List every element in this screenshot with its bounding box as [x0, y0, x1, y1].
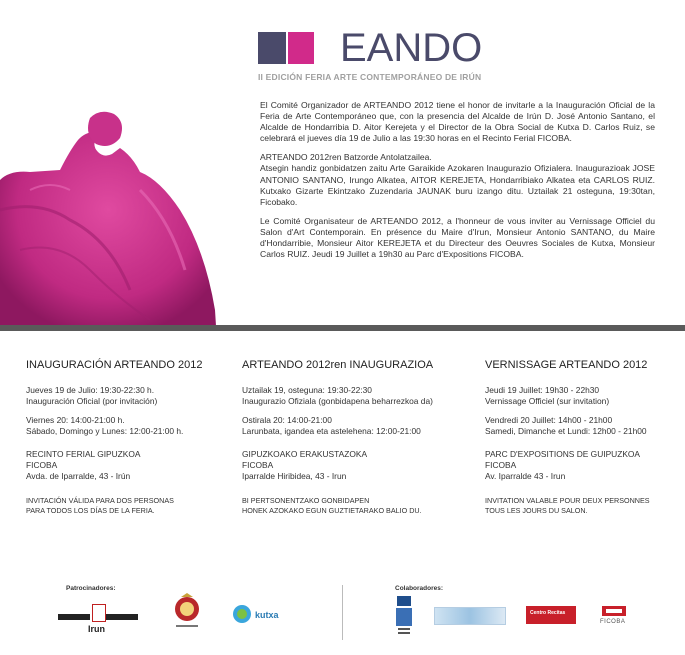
menina-sculpture-image — [0, 110, 220, 326]
hours-line: Vendredi 20 Juillet: 14h00 - 21h00 — [485, 415, 613, 425]
centro-text: Centro Recitas — [530, 610, 566, 616]
intro-spanish: El Comité Organizador de ARTEANDO 2012 tiene el honor de invitarle a la Inauguración Oficial de la Feria de Arte Contemporáneo que, con la presencia del Alcalde de Irún D. José Antonio Santano, el Alcalde de Hondarribia D. Aitor Kerejeta y el Director de la Obra Social de Kutxa D. Carlos Ruiz, se celebrará el jueves día 19 de Julio a las 19:30 horas en el Recinto Ferial FICOBA. — [260, 100, 655, 144]
schedule-line: Vernissage Officiel (sur invitation) — [485, 396, 610, 406]
collaborator-banner-logo — [434, 607, 506, 625]
schedule-block — [242, 385, 457, 407]
intro-text — [260, 100, 655, 268]
logo-ando-text: EANDO — [340, 26, 483, 70]
schedule-block — [26, 385, 241, 407]
schedule-line: Uztailak 19, osteguna: 19:30-22:30 — [242, 385, 372, 395]
venue-line: GIPUZKOAKO ERAKUSTAZOKA — [242, 449, 368, 459]
patrocinadores-label: Patrocinadores: — [66, 585, 116, 592]
schedule-block — [485, 385, 685, 407]
invitation-note — [485, 496, 685, 516]
hours-line: Samedi, Dimanche et Lundi: 12h00 - 21h00 — [485, 426, 647, 436]
invitation-note — [26, 496, 241, 516]
venue-line: RECINTO FERIAL GIPUZKOA — [26, 449, 141, 459]
hours-line: Viernes 20: 14:00-21:00 h. — [26, 415, 125, 425]
hours-block — [485, 415, 685, 437]
note-line: BI PERTSONENTZAKO GONBIDAPEN — [242, 496, 370, 505]
venue-line: FICOBA — [26, 460, 58, 470]
intro-french: Le Comité Organisateur de ARTEANDO 2012, a l'honneur de vous inviter au Vernissage Officiel du Salon d'Art Contemporain. En présence du Maire d'Irun, Monsieur Antonio SANTANO, du Maire d'Hondarribie, Monsieur Aitor KEREJETA et du Directeur des Oeuvres Sociales de Kutxa, Monsieur Carlos RUIZ. Jeudi 19 Juillet a 19h30 au Parc d'Expositions FICOBA. — [260, 215, 655, 260]
ficoba-text: FICOBA — [600, 619, 626, 625]
intro-basque-title: ARTEANDO 2012ren Batzorde Antolatzailea. — [260, 152, 432, 163]
venue-line: Avda. de Iparralde, 43 - Irún — [26, 471, 131, 481]
schedule-line: Inauguración Oficial (por invitación) — [26, 396, 158, 406]
venue-line: FICOBA — [485, 460, 517, 470]
column-french — [485, 360, 685, 516]
hours-line: Ostirala 20: 14:00-21:00 — [242, 415, 332, 425]
column-title: VERNISSAGE ARTEANDO 2012 — [485, 359, 648, 371]
venue-line: FICOBA — [242, 460, 274, 470]
centro-recitas-logo — [526, 606, 576, 624]
venue-line: Av. Iparralde 43 - Irun — [485, 471, 566, 481]
hondarribia-shield-logo — [172, 593, 202, 633]
collaborator-emblem-logo — [395, 596, 413, 638]
note-line: INVITATION VALABLE POUR DEUX PERSONNES — [485, 496, 650, 505]
venue-block — [485, 449, 685, 482]
column-spanish — [26, 360, 241, 516]
note-line: PARA TODOS LOS DÍAS DE LA FERIA. — [26, 506, 155, 515]
section-divider — [0, 325, 685, 331]
venue-block — [242, 449, 457, 482]
ficoba-logo — [596, 604, 636, 628]
irun-sponsor-logo — [58, 602, 138, 642]
intro-basque: Atsegin handiz gonbidatzen zaitu Arte Garaikide Azokaren Inaugurazio Ofizialera. Inaugurazioak JOSE ANTONIO SANTANO, Irungo Alkatea, AITOR KEREJETA, Hondarribiako Alkatea eta CARLOS RUIZ. Kutxako Gizarte Ekintzako Zuzendaria JAUNAK buru izango ditu. Uztailak 21 osteguna, 19:30tan, Ficobako. — [260, 163, 655, 207]
kutxa-text: kutxa — [255, 610, 279, 620]
invitation-note — [242, 496, 457, 516]
hours-block — [242, 415, 457, 437]
hours-line: Sábado, Domingo y Lunes: 12:00-21:00 h. — [26, 426, 184, 436]
sponsors-divider — [342, 585, 343, 640]
note-line: TOUS LES JOURS DU SALON. — [485, 506, 588, 515]
logo-art-text — [258, 26, 334, 70]
logo-subtitle: II EDICIÓN FERIA ARTE CONTEMPORÁNEO DE IRÚN — [258, 72, 482, 82]
irun-text: Irun — [88, 624, 105, 634]
note-line: HONEK AZOKAKO EGUN GUZTIETARAKO BALIO DU. — [242, 506, 422, 515]
schedule-line: Inaugurazio Ofiziala (gonbidapena beharrezkoa da) — [242, 396, 433, 406]
kutxa-sponsor-logo — [233, 603, 293, 627]
venue-line: PARC D'EXPOSITIONS DE GUIPUZKOA — [485, 449, 641, 459]
note-line: INVITACIÓN VÁLIDA PARA DOS PERSONAS — [26, 496, 174, 505]
hours-line: Larunbata, igandea eta astelehena: 12:00-21:00 — [242, 426, 421, 436]
venue-line: Iparralde Hiribidea, 43 - Irun — [242, 471, 347, 481]
schedule-line: Jeudi 19 Juillet: 19h30 - 22h30 — [485, 385, 600, 395]
colaboradores-label: Colaboradores: — [395, 585, 444, 592]
column-basque — [242, 360, 457, 516]
venue-block — [26, 449, 241, 482]
hours-block — [26, 415, 241, 437]
column-title: INAUGURACIÓN ARTEANDO 2012 — [26, 359, 203, 371]
schedule-line: Jueves 19 de Julio: 19:30-22:30 h. — [26, 385, 155, 395]
column-title: ARTEANDO 2012ren INAUGURAZIOA — [242, 359, 434, 371]
